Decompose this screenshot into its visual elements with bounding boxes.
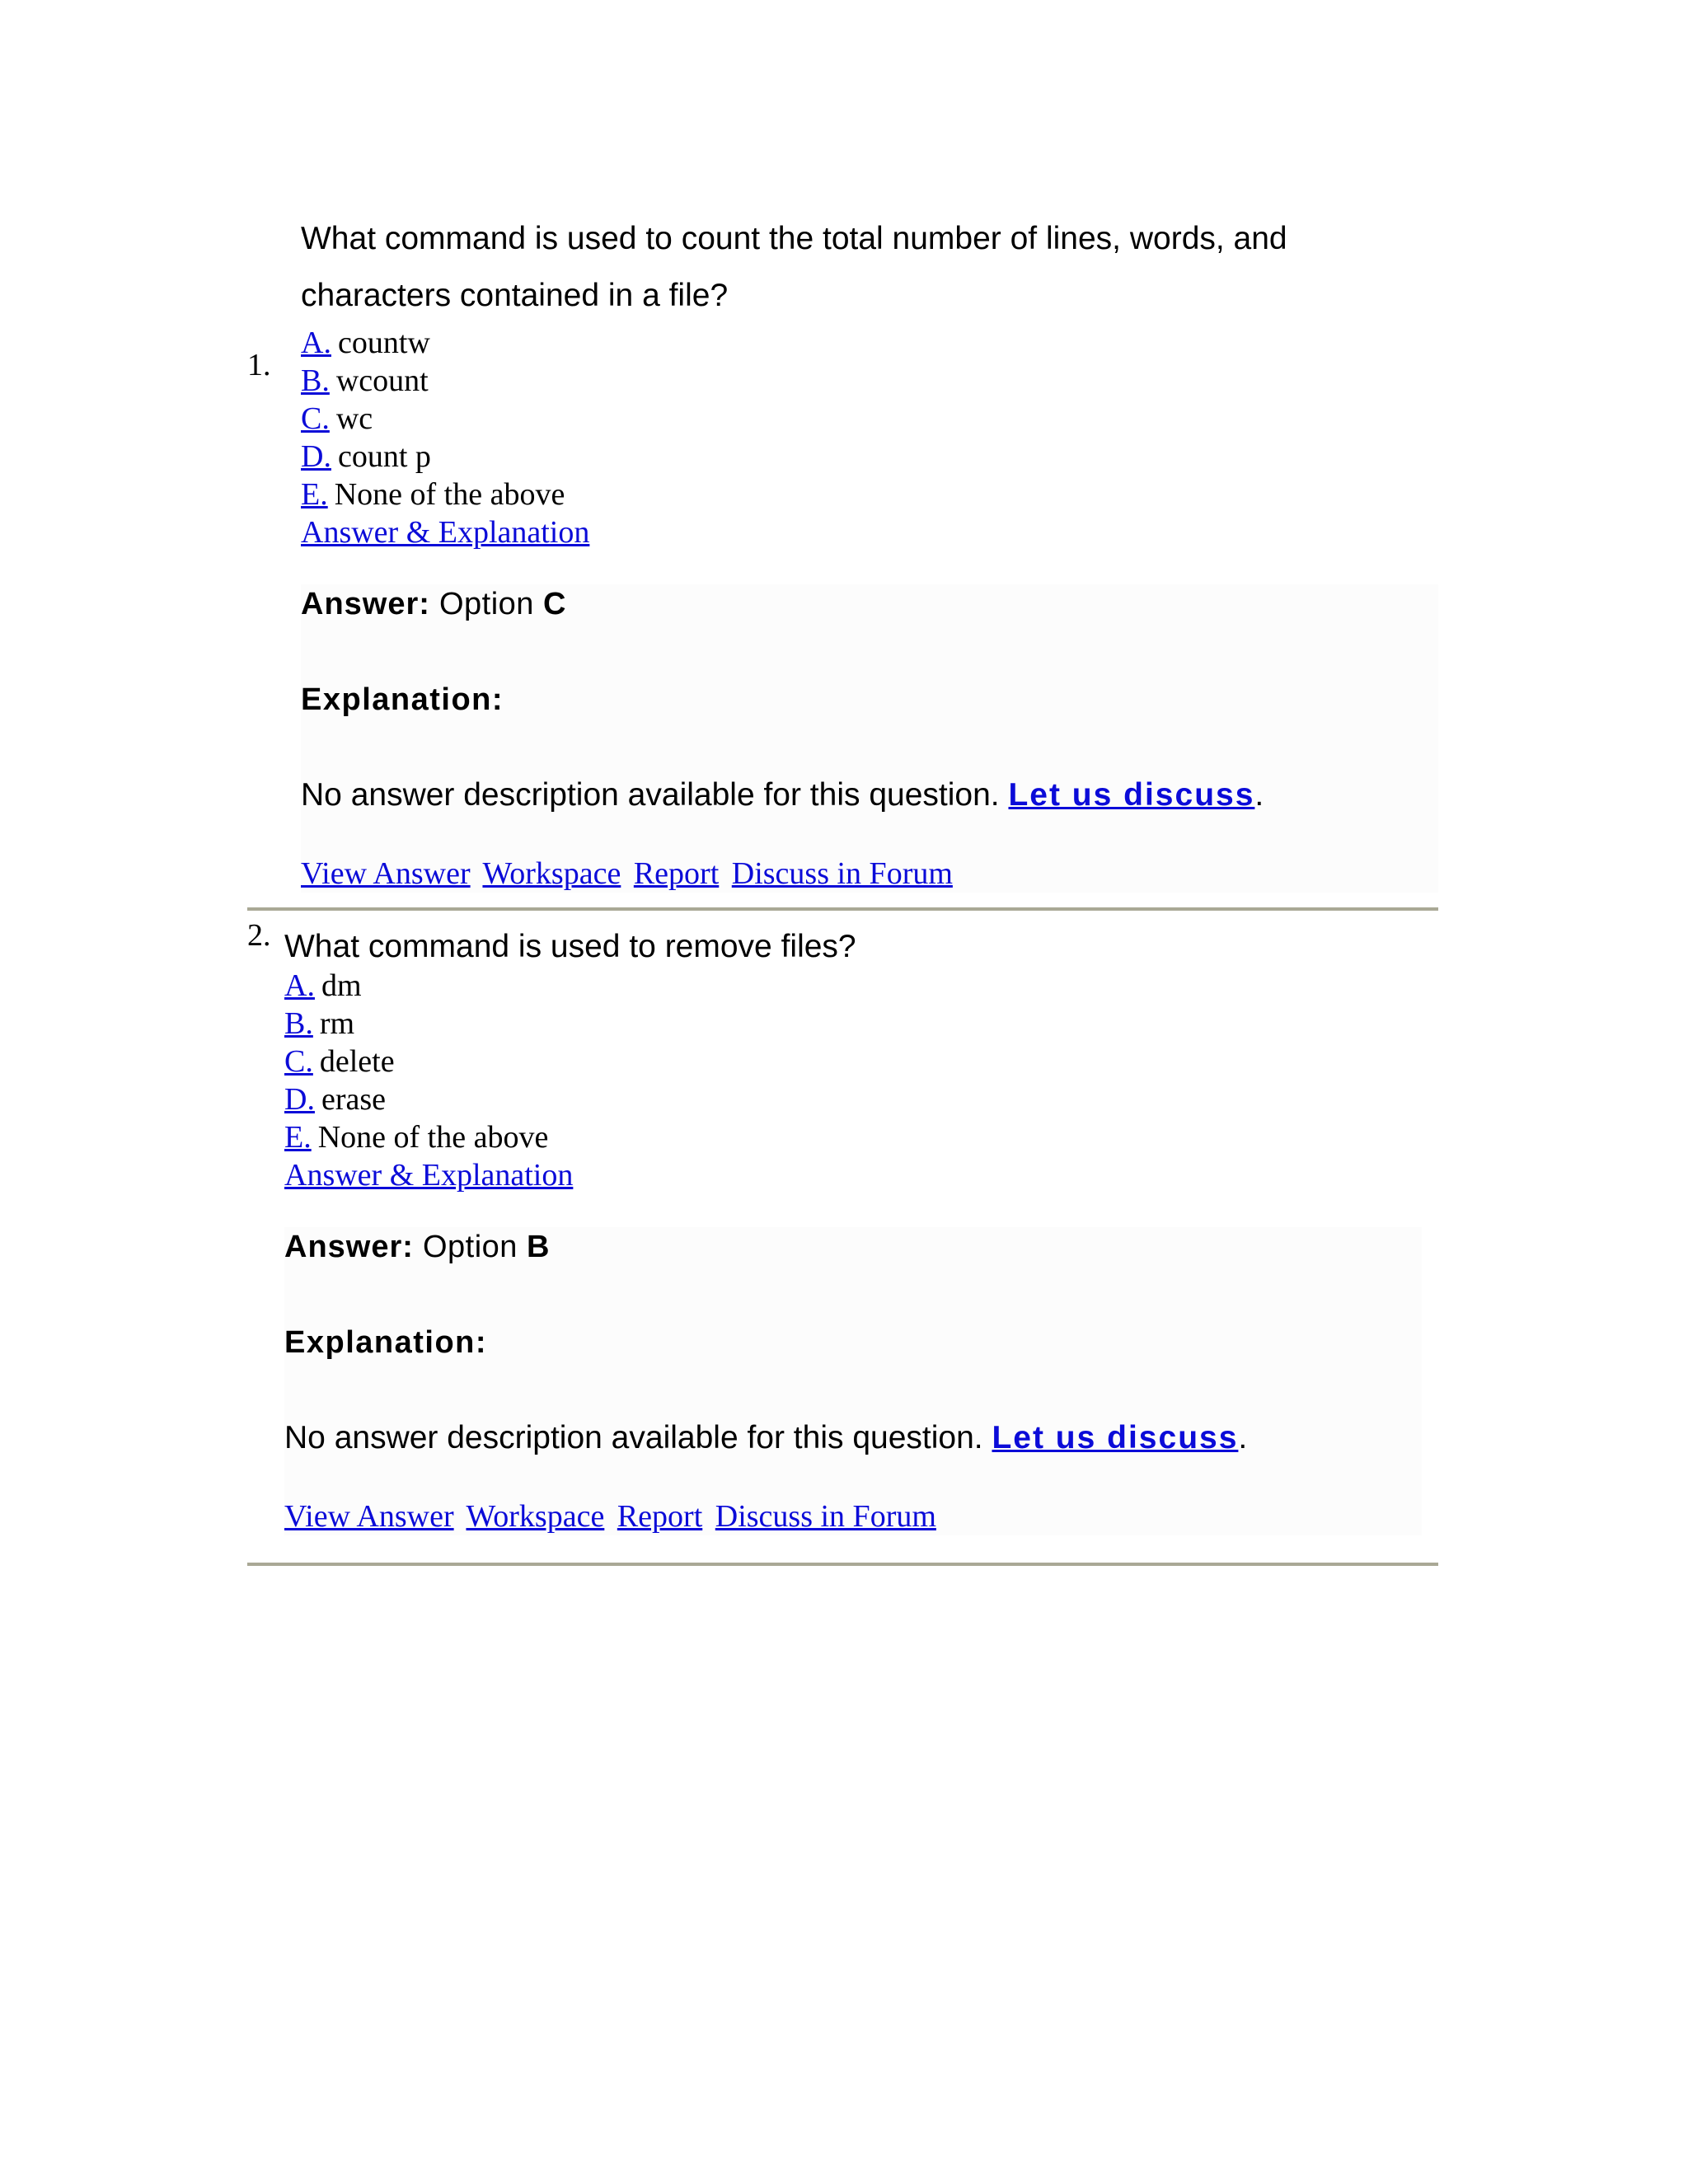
explanation-text: No answer description available for this question. Let us discuss. (284, 1420, 1248, 1455)
option-e-link[interactable]: E. (284, 1120, 312, 1155)
option-e (301, 476, 1438, 513)
option-d-text: count p (337, 439, 431, 474)
question-body (301, 210, 1438, 893)
option-a (284, 967, 1438, 1005)
workspace-link[interactable]: Workspace (482, 856, 621, 891)
discuss-in-forum-link[interactable]: Discuss in Forum (715, 1499, 936, 1534)
option-e (284, 1118, 1438, 1156)
question-footer (284, 1497, 1422, 1535)
option-a-text: countw (337, 326, 430, 360)
option-d-link[interactable]: D. (301, 439, 331, 474)
answer-option: C (543, 587, 566, 621)
answer-explanation-link[interactable]: Answer & Explanation (284, 1158, 574, 1193)
option-a-link[interactable]: A. (284, 968, 315, 1003)
option-b-link[interactable]: B. (301, 363, 330, 398)
option-c-text: wc (335, 401, 373, 436)
options-list (301, 324, 1438, 513)
report-link[interactable]: Report (617, 1499, 703, 1534)
option-a-link[interactable]: A. (301, 326, 331, 360)
answer-label: Answer: (284, 1230, 414, 1264)
option-a-text: dm (321, 968, 362, 1003)
explanation-text: No answer description available for this question. Let us discuss. (301, 777, 1264, 813)
option-b-link[interactable]: B. (284, 1006, 313, 1041)
answer-prefix: Option (438, 587, 534, 621)
question-divider (247, 1563, 1438, 1566)
option-d-link[interactable]: D. (284, 1082, 315, 1117)
answer-explanation-link[interactable]: Answer & Explanation (301, 515, 590, 550)
option-e-text: None of the above (317, 1120, 549, 1155)
answer-line (301, 584, 1438, 624)
answer-panel (301, 584, 1438, 893)
answer-option: B (527, 1230, 550, 1264)
explanation-body: No answer description available for this question. (284, 1420, 983, 1455)
option-a (301, 324, 1438, 362)
report-link[interactable]: Report (633, 856, 720, 891)
answer-panel (284, 1227, 1422, 1535)
question-number: 1. (247, 348, 271, 382)
option-c (284, 1043, 1438, 1080)
option-c-link[interactable]: C. (284, 1044, 313, 1079)
option-d (284, 1080, 1438, 1118)
options-list (284, 967, 1438, 1156)
explanation-label: Explanation: (284, 1325, 488, 1360)
question-number: 2. (247, 918, 271, 953)
let-us-discuss-link[interactable]: Let us discuss (992, 1420, 1239, 1455)
explanation-label: Explanation: (301, 682, 504, 717)
option-b-text: wcount (335, 363, 429, 398)
answer-prefix: Option (422, 1230, 518, 1264)
option-c-link[interactable]: C. (301, 401, 330, 436)
view-answer-link[interactable]: View Answer (301, 856, 471, 891)
explanation-body: No answer description available for this question. (301, 777, 1000, 813)
answer-line (284, 1227, 1422, 1267)
question-text: What command is used to remove files? (284, 929, 856, 964)
question-text: What command is used to count the total number of lines, words, and characters contained in a file? (301, 221, 1287, 313)
answer-label: Answer: (301, 587, 430, 621)
option-e-text: None of the above (334, 477, 565, 512)
option-b-text: rm (319, 1006, 355, 1041)
option-b (284, 1005, 1438, 1043)
option-d-text: erase (321, 1082, 386, 1117)
workspace-link[interactable]: Workspace (466, 1499, 605, 1534)
question-body (284, 886, 1438, 1535)
option-c (301, 400, 1438, 438)
option-c-text: delete (319, 1044, 395, 1079)
option-d (301, 438, 1438, 476)
option-e-link[interactable]: E. (301, 477, 328, 512)
option-b (301, 362, 1438, 400)
let-us-discuss-link[interactable]: Let us discuss (1008, 777, 1255, 813)
view-answer-link[interactable]: View Answer (284, 1499, 454, 1534)
discuss-in-forum-link[interactable]: Discuss in Forum (731, 856, 953, 891)
